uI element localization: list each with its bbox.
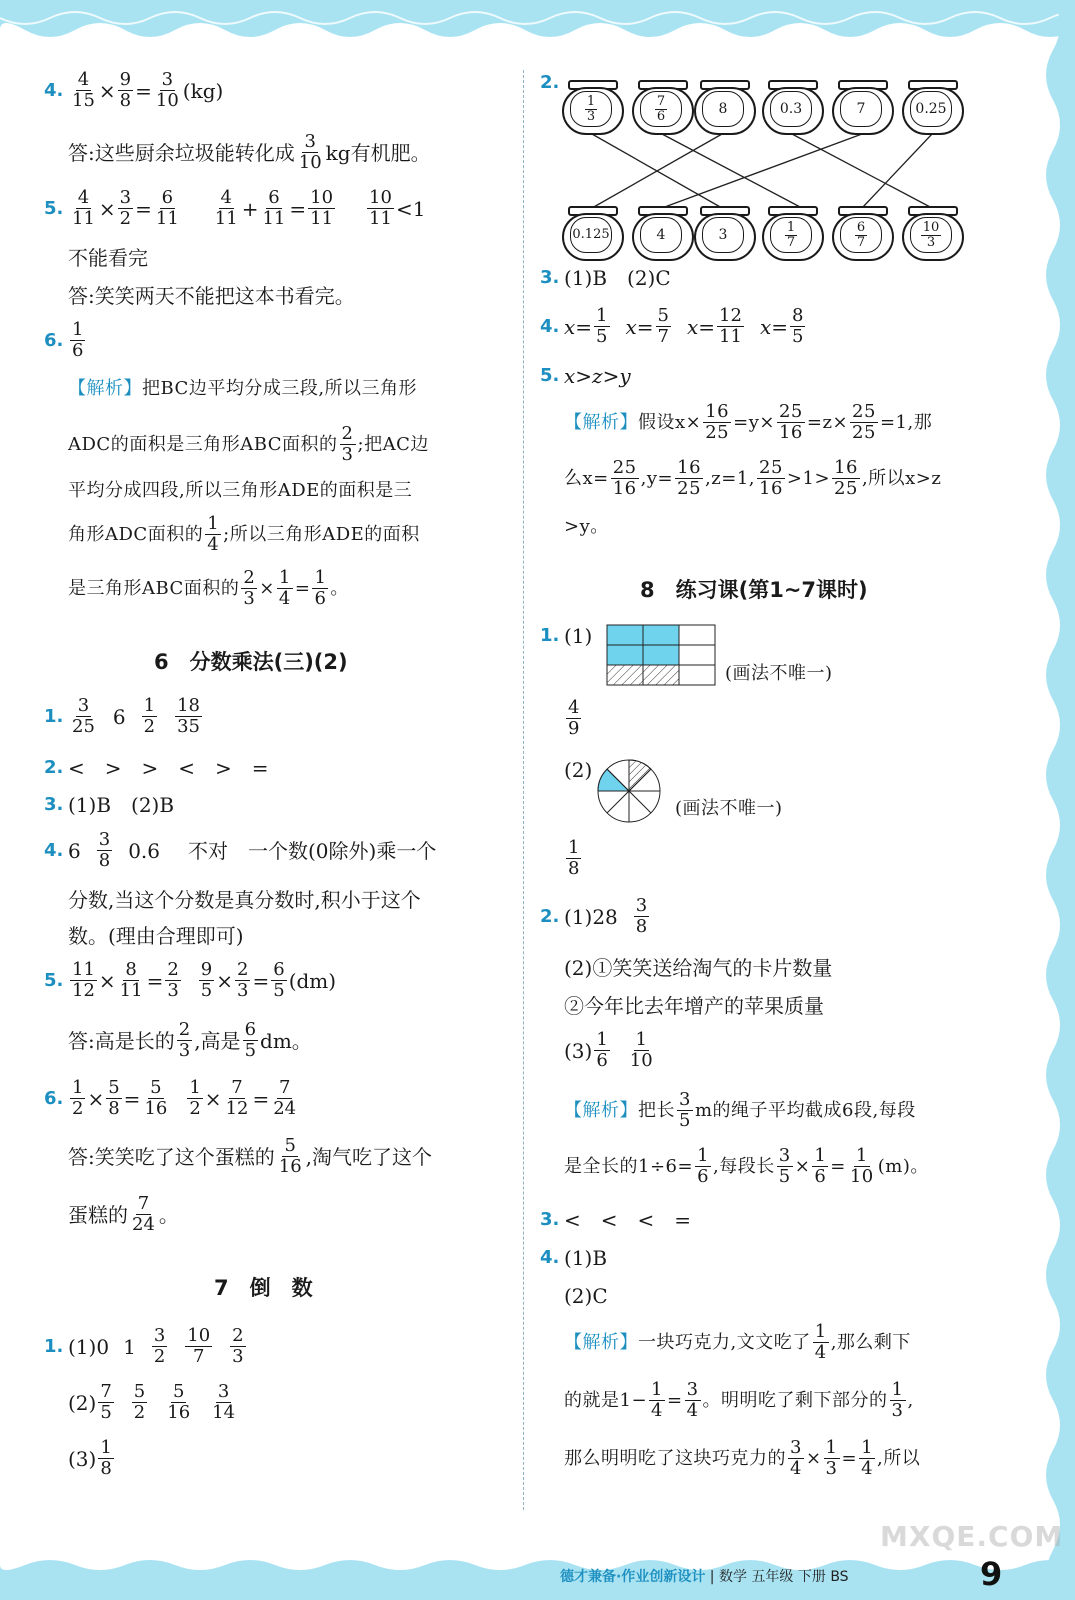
- section-title-8: 8 练习课(第1~7课时): [640, 578, 868, 602]
- jar-top-2: 7 6: [632, 80, 692, 134]
- s8-answer-2-part3: (3) 1 6 1 10: [564, 1029, 653, 1071]
- s6-answer-1: 1. 3 25 6 1 2 18 35: [44, 695, 200, 737]
- s8-answer-4-part2: (2)C: [564, 1284, 608, 1308]
- s8-answer-1-part2: (2): [564, 758, 593, 782]
- s8-answer-4-analysis-3: 那么明明吃了这块巧克力的 3 4 × 1 3 = 1 4 ,所以: [564, 1437, 921, 1479]
- answer-6-analysis-2: ADC的面积是三角形ABC面积的 2 3 ;把AC边: [68, 423, 429, 465]
- footer-subject: 数学: [718, 1569, 747, 1585]
- jar-matching-diagram: [554, 70, 984, 270]
- grid-cell: [643, 665, 679, 685]
- match-line: [862, 134, 932, 208]
- answer-5: 5. 4 11 × 3 2 = 6 11 4 11 + 6 11 = 10 11 10 11 <1: [44, 187, 426, 229]
- answer-6-analysis-5: 是三角形ABC面积的 2 3 × 1 4 = 1 6 。: [68, 567, 349, 609]
- s7-answer-1-part3: (3) 1 8: [68, 1437, 112, 1479]
- match-line: [662, 134, 802, 208]
- footer-grade: 五年级: [751, 1569, 794, 1585]
- jar-bottom-3: 3: [694, 206, 754, 260]
- r-answer-5-analysis-2: 么x= $\frac{25}{16}$ ,y= $\frac{16}{25}$ ,z=1, 25 16 >1> 16 25 ,所以x>z: [564, 457, 942, 499]
- grid-cell: [679, 665, 715, 685]
- s6-answer-3: 3. (1)B (2)B: [44, 793, 175, 817]
- jar-bottom-2: 4: [632, 206, 692, 260]
- answer-6-analysis-1: 【解析】 把BC边平均分成三段,所以三角形: [68, 378, 418, 399]
- s6-answer-4-line3: 数。(理由合理即可): [68, 924, 244, 948]
- answer-5-line2: 不能看完: [68, 246, 148, 270]
- s8-answer-4-analysis-2: 的就是1− $\frac{1}{4}$ = $\frac{3}{4}$ 。明明吃了剩下部分的 1 3 ,: [564, 1379, 914, 1421]
- answer-6-analysis-4: 角形ADC面积的 1 4 ;所以三角形ADE的面积: [68, 513, 420, 555]
- footer-brand: 德才兼备·作业创新设计: [560, 1569, 706, 1585]
- bottom-border-decoration: [0, 1555, 1075, 1600]
- s6-answer-6-sentence-2: 蛋糕的 7 24 。: [68, 1193, 179, 1235]
- s8-answer-2-analysis-1: 【解析】 把长 3 5 m的绳子平均截成6段,每段: [564, 1089, 916, 1131]
- jar-top-5: 7: [832, 80, 892, 134]
- s6-answer-4-line2: 分数,当这个分数是真分数时,积小于这个: [68, 888, 421, 912]
- grid-cell: [643, 625, 679, 645]
- jar-top-1: 1 3: [562, 80, 622, 134]
- jar-bottom-6: 10 3: [902, 206, 962, 260]
- grid-cell: [679, 645, 715, 665]
- jar-bottom-1: 0.125: [562, 206, 622, 260]
- s8-answer-3: 3. < < < =: [540, 1208, 692, 1232]
- grid-cell: [679, 625, 715, 645]
- s6-answer-6-sentence: 答:笑笑吃了这个蛋糕的 5 16 ,淘气吃了这个: [68, 1135, 433, 1177]
- s8-answer-2-part2b: ②今年比去年增产的苹果质量: [564, 994, 824, 1018]
- footer-edition: BS: [830, 1569, 849, 1585]
- jar-top-4: 0.3: [762, 80, 822, 134]
- answer-6-analysis-3: 平均分成四段,所以三角形ADE的面积是三: [68, 480, 413, 501]
- answer-4-sentence: 答:这些厨余垃圾能转化成 3 10 kg有机肥。: [68, 131, 431, 173]
- r-answer-4: 4. x= $\frac{1}{5}$ x= $\frac{5}{7}$ x= $\frac{12}{11}$ x= $\frac{8}{5}$: [540, 305, 804, 347]
- answer-4: 4. 4 15 × 9 8 = 3 10 (kg): [44, 69, 224, 111]
- r-answer-3: 3. (1)B (2)C: [540, 266, 671, 290]
- jar-top-6: 0.25: [902, 80, 962, 134]
- grid-cell: [607, 645, 643, 665]
- s8-answer-2-part1: 2. (1)28 3 8: [540, 895, 648, 937]
- match-line: [662, 134, 862, 208]
- s6-answer-5-sentence: 答:高是长的 2 3 ,高是 6 5 dm。: [68, 1019, 312, 1061]
- jar-bottom-5: 6 7: [832, 206, 892, 260]
- grid-shading-figure: [606, 624, 718, 688]
- s6-answer-5: 5. 11 12 × 8 11 = 2 3 9 5 × 2 3 = 6 5 (dm): [44, 959, 337, 1001]
- s7-answer-1-part2: (2) 7 5 5 2 5 16 3 14: [68, 1381, 236, 1423]
- jar-top-3: 8: [694, 80, 754, 134]
- answer-6: 6. 1 6: [44, 319, 84, 361]
- footer-volume: 下册: [797, 1569, 826, 1585]
- pie-shading-figure: [596, 758, 662, 824]
- watermark: MXQE.COM: [880, 1520, 1064, 1553]
- s8-answer-2-part2: (2)①笑笑送给淘气的卡片数量: [564, 956, 833, 980]
- s8-answer-1-part1: 1. (1): [540, 624, 593, 648]
- section-title-7: 7 倒 数: [214, 1276, 313, 1300]
- page-footer: [560, 1566, 849, 1586]
- grid-cell: [643, 645, 679, 665]
- match-line: [792, 134, 932, 208]
- jar-bottom-4: 1 7: [762, 206, 822, 260]
- r-answer-2-number: 2.: [540, 72, 560, 93]
- grid-cell: [607, 665, 643, 685]
- s8-answer-4-part1: 4. (1)B: [540, 1246, 608, 1270]
- s6-answer-2: 2. < > > < > =: [44, 756, 269, 780]
- s8-q1-fraction-2: 1 8: [568, 837, 580, 879]
- r-answer-5: 5. x>z>y: [540, 364, 631, 388]
- s8-answer-4-analysis-1: 【解析】 一块巧克力,文文吃了 1 4 ,那么剩下: [564, 1321, 911, 1363]
- r-answer-5-analysis-3: >y。: [564, 516, 609, 537]
- s8-q1-note-2: (画法不唯一): [675, 798, 783, 819]
- footer-separator: |: [709, 1569, 715, 1585]
- column-divider: [523, 70, 524, 1510]
- s6-answer-4: 4. 6 3 8 0.6 不对 一个数(0除外)乘一个: [44, 829, 437, 871]
- page-number: 9: [980, 1555, 1003, 1593]
- answer-5-sentence: 答:笑笑两天不能把这本书看完。: [68, 284, 355, 308]
- right-border-decoration: [1023, 0, 1075, 1600]
- r-answer-5-analysis-1: 【解析】 假设x× $\frac{16}{25}$ =y× $\frac{25}{16}$ =z× $\frac{25}{25}$ =1,那: [564, 401, 933, 443]
- s7-answer-1-part1: 1. (1) 0 1 3 2 10 7 2 3: [44, 1325, 244, 1367]
- s8-q1-note-1: (画法不唯一): [725, 663, 833, 684]
- section-title-6: 6 分数乘法(三)(2): [154, 650, 348, 674]
- top-border-decoration: [0, 0, 1075, 44]
- s6-answer-6: 6. 1 2 × 5 8 = 5 16 1 2 × 7 12 = 7 24: [44, 1077, 297, 1119]
- grid-cell: [607, 625, 643, 645]
- s8-answer-2-analysis-2: 是全长的1÷6= $\frac{1}{6}$ ,每段长 3 5 × 1 6 = 1 10 (m)。: [564, 1145, 929, 1187]
- s8-q1-fraction-1: 4 9: [568, 697, 580, 739]
